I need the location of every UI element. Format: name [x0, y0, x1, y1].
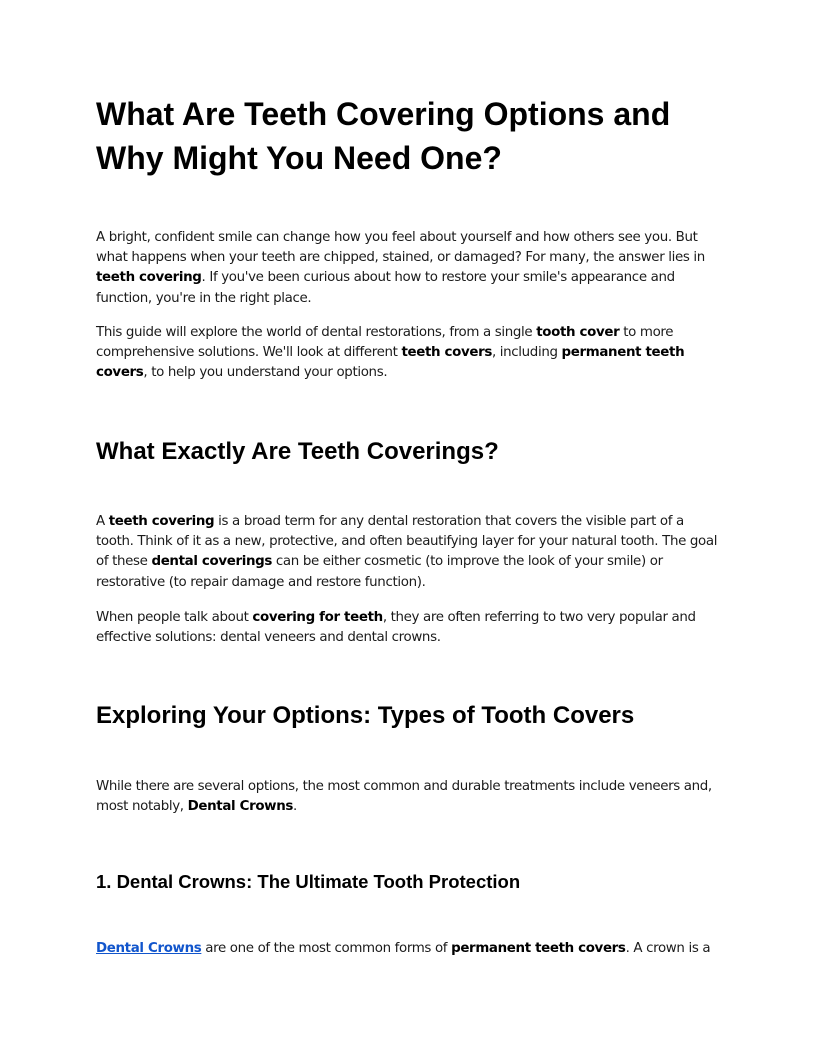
section-heading-teeth-coverings: What Exactly Are Teeth Coverings? [96, 438, 499, 465]
section1-paragraph-2: When people talk about covering for teeth, they are often referring to two very popular and effective solutions: dental veneers and dental crowns. [96, 610, 696, 646]
intro-paragraph-1: A bright, confident smile can change how you feel about yourself and how others see you. But what happens when your teeth are chipped, stained, or damaged? For many, the answer lies in teeth covering. If you've been curious about how to restore your smile's appearance and function, you're in the right place. [96, 230, 705, 306]
bold-term: teeth covering [96, 270, 202, 286]
section1-paragraph-1: A teeth covering is a broad term for any dental restoration that covers the visible part of a tooth. Think of it as a new, protective, and often beautifying layer for your natural tooth. The goal of these dental coverings can be either cosmetic (to improve the look of your smile) or restorative (to repair damage and restore function). [96, 514, 718, 590]
bold-term: teeth covers [401, 345, 492, 361]
bold-term: permanent teeth covers [96, 345, 685, 381]
section-heading-types-of-tooth-covers: Exploring Your Options: Types of Tooth Covers [96, 702, 635, 729]
intro-paragraph-2: This guide will explore the world of dental restorations, from a single tooth cover to more comprehensive solutions. We'll look at different teeth covers, including permanent teeth covers, to help you understand your options. [96, 325, 685, 381]
bold-term: covering for teeth [252, 610, 383, 625]
bold-term: Dental Crowns [187, 799, 293, 815]
section2-paragraph-1: While there are several options, the most common and durable treatments include veneers and, most notably, Dental Crowns. [96, 779, 712, 815]
bold-term: dental coverings [151, 554, 272, 570]
bold-term: permanent teeth covers [451, 941, 626, 956]
bold-term: tooth cover [536, 325, 620, 340]
subsection1-paragraph-1: Dental Crowns are one of the most common forms of permanent teeth covers. A crown is a [96, 941, 711, 956]
dental-crowns-link[interactable]: Dental Crowns [96, 941, 202, 956]
page-title: What Are Teeth Covering Options and Why Might You Need One? [96, 96, 671, 176]
subsection-heading-dental-crowns: 1. Dental Crowns: The Ultimate Tooth Protection [96, 871, 521, 892]
bold-term: teeth covering [108, 514, 215, 529]
